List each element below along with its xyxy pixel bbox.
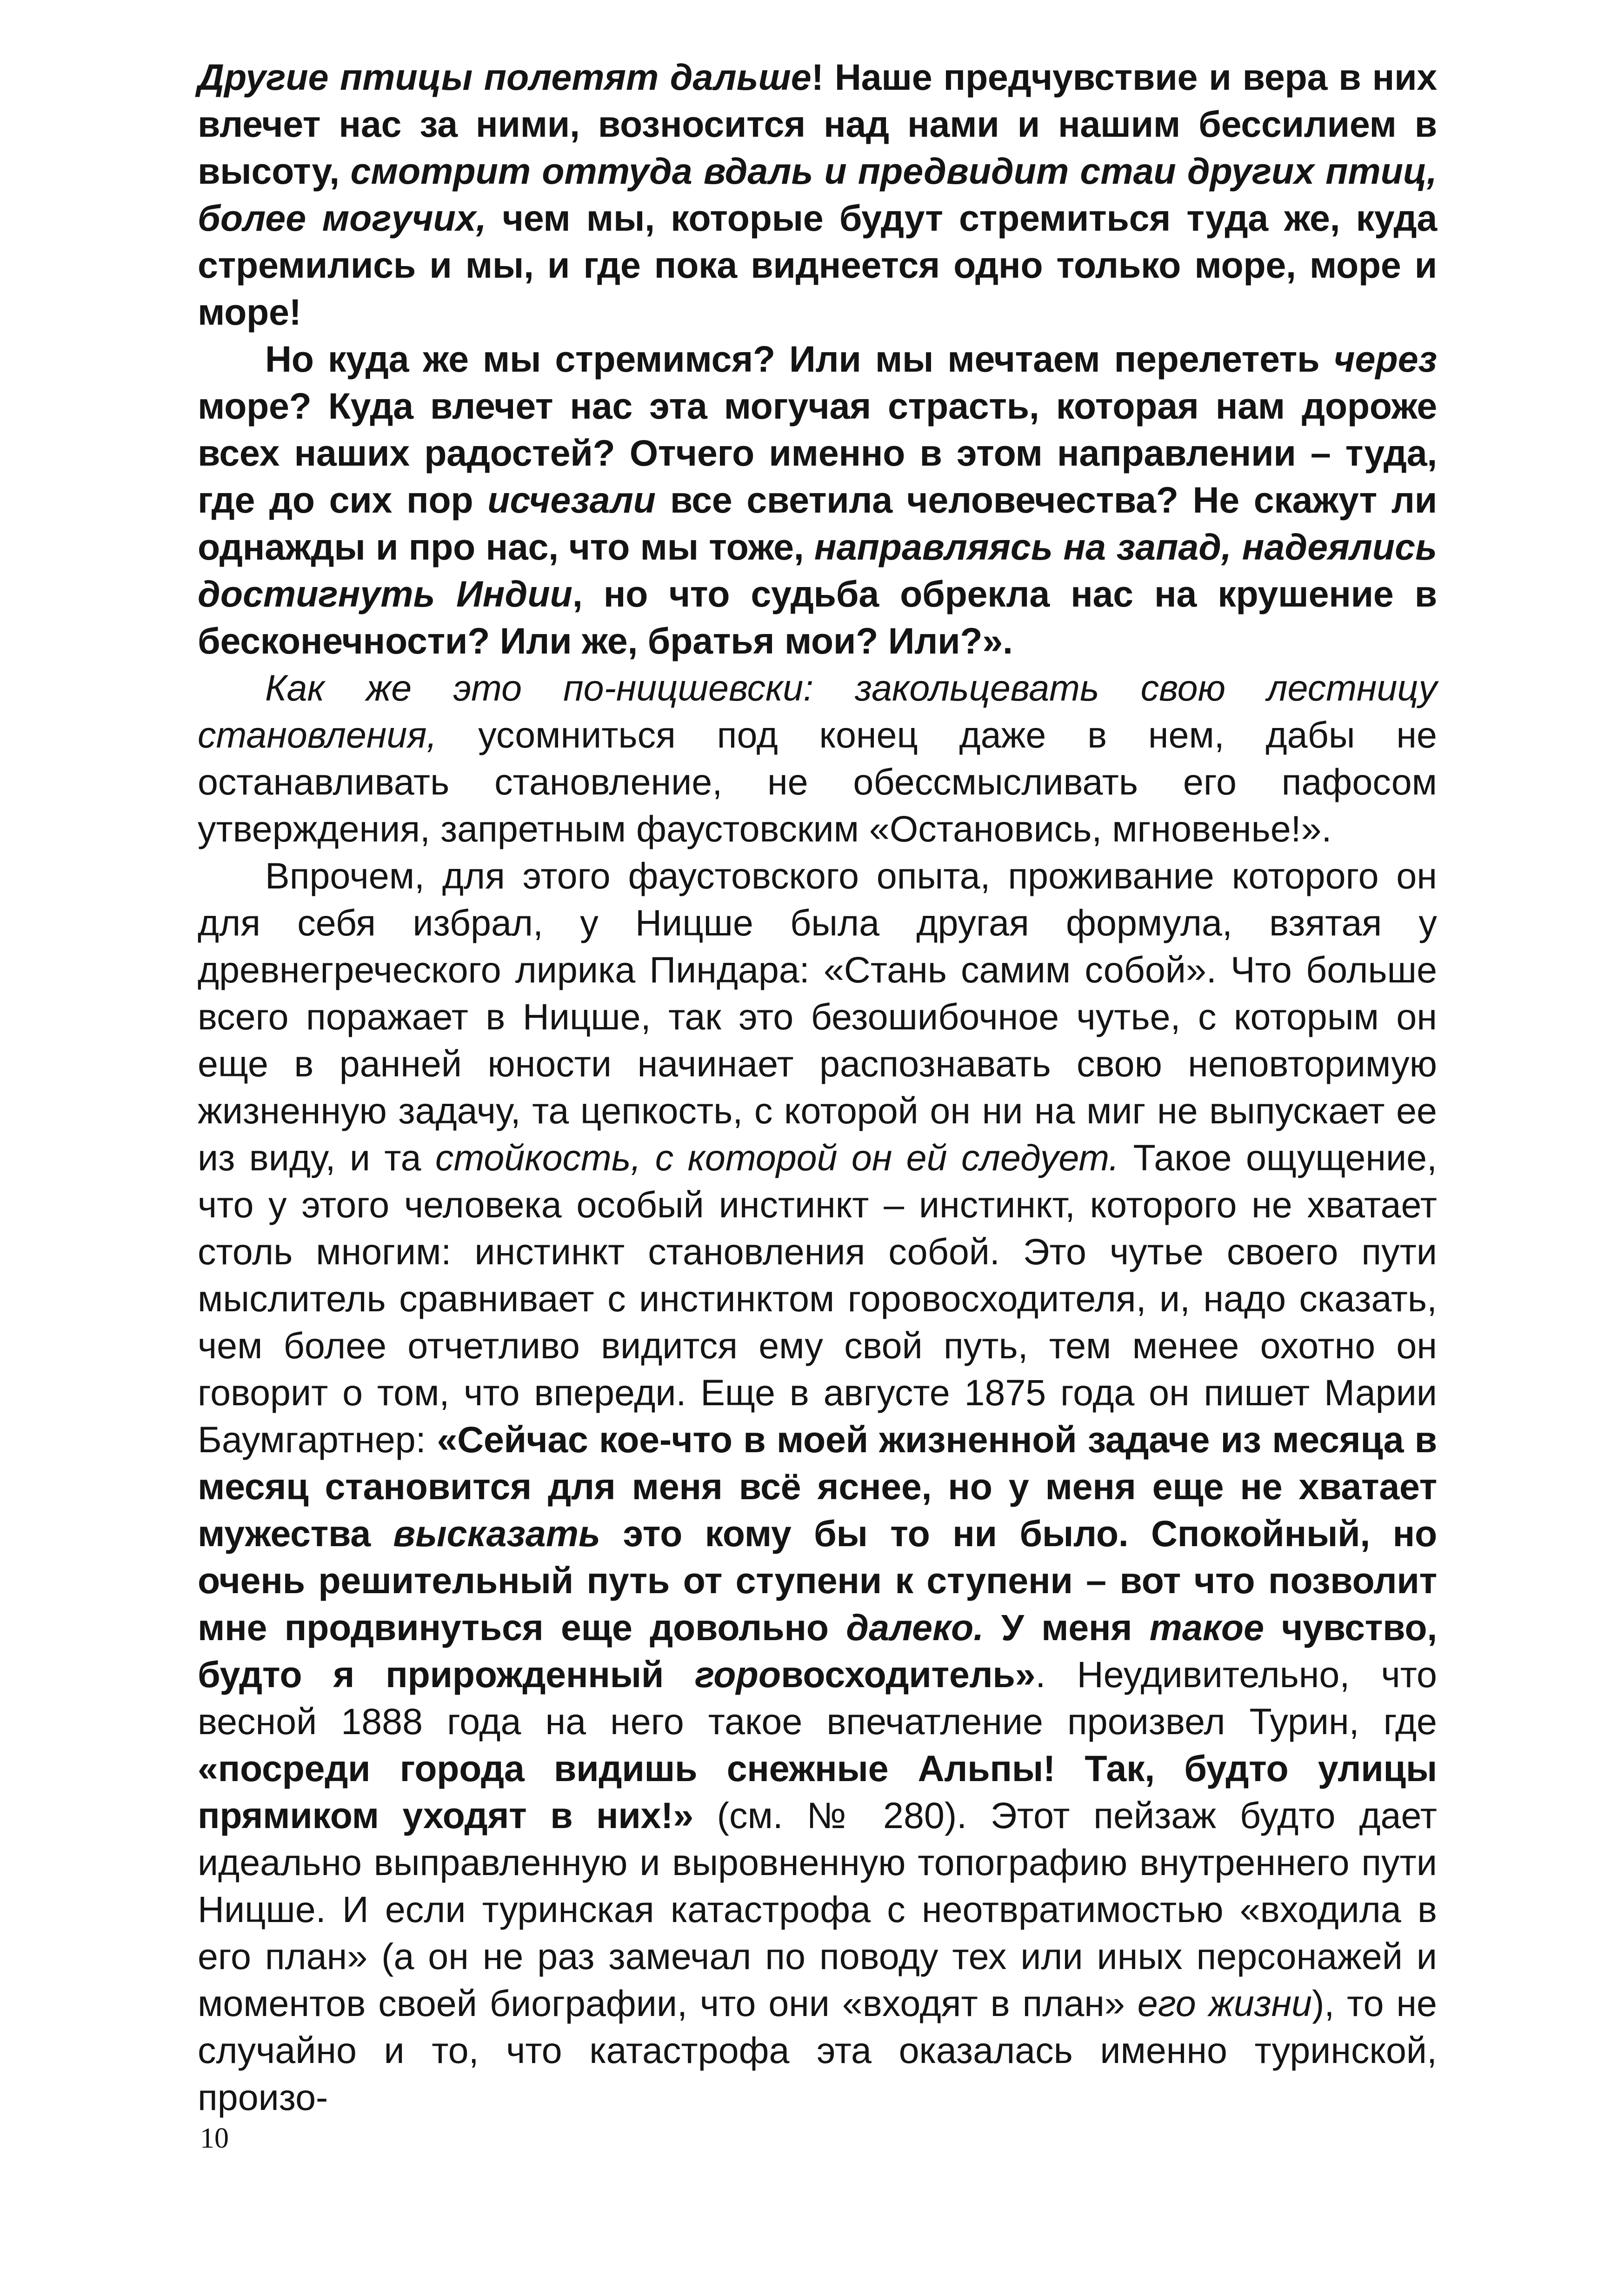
quote-run: горо: [695, 1654, 781, 1695]
page-number: 10: [200, 2123, 229, 2154]
text-run: смотрит оттуда вдаль и предвидит стаи других птиц, более могучих,: [198, 150, 1437, 239]
paragraph-2: [198, 335, 1437, 664]
text-run: направляясь на запад, надеялись достигнуть Индии: [198, 526, 1437, 614]
text-run: Другие птицы полетят дальше: [198, 56, 812, 98]
quote-run: «посреди города видишь снежные Альпы! Так, будто улицы прямиком уходят в них!»: [198, 1748, 1437, 1836]
body-text: [198, 53, 1437, 2121]
text-run: ), то не случайно и то, что катастрофа эта оказалась именно туринской, произо-: [198, 1983, 1437, 2118]
paragraph-3: [198, 664, 1437, 852]
text-run: Как же это по-ницшевски: закольцевать свою лестницу становления,: [198, 667, 1437, 755]
text-run: Впрочем, для этого фаустовского опыта, проживание которого он для себя избрал, у Ницше была другая формула, взятая у древнегреческого лирика Пиндара: «Стань самим собой». Что больше всего поражает в Ницше, так это безошибочное чутье, с которым он еще в ранней юности начинает распознавать свою неповторимую жизненную задачу, та цепкость, с которой он ни на миг не выпускает ее из виду, и та: [198, 855, 1437, 1178]
quote-run: такое: [1149, 1607, 1265, 1648]
quote-run: «Сейчас кое-что в моей жизненной задаче из месяца в месяц становится для меня всё яснее, но у меня еще не хватает мужества: [198, 1419, 1437, 1554]
quote-run: чувство, будто я прирожденный: [198, 1607, 1437, 1695]
paragraph-4: [198, 852, 1437, 2121]
text-run: исчезали: [487, 479, 656, 521]
text-run: (см. № 280). Этот пейзаж будто дает идеально выправленную и выровненную топографию внутреннего пути Ницше. И если туринская катастрофа с неотвратимостью «входила в его план» (а он не раз замечал по поводу тех или иных персонажей и моментов своей биографии, что они «входят в план»: [198, 1795, 1437, 2024]
text-run: море? Куда влечет нас эта могучая страсть, которая нам дороже всех наших радостей? Отчего именно в этом направлении – туда, где до сих пор: [198, 385, 1437, 521]
text-run: ! Наше предчувствие и вера в них влечет нас за ними, возносится над нами и нашим бессилием в высоту,: [198, 56, 1437, 192]
text-run: Такое ощущение, что у этого человека особый инстинкт – инстинкт, которого не хватает столь многим: инстинкт становления собой. Это чутье своего пути мыслитель сравнивает с инстинктом горовосходителя, и, надо сказать, чем более отчетливо видится ему свой путь, тем менее охотно он говорит о том, что впереди. Еще в августе 1875 года он пишет Марии Баумгартнер:: [198, 1137, 1437, 1460]
text-run: усомниться под конец даже в нем, дабы не останавливать становление, не обессмысливать его пафосом утверждения, запретным фаустовским «Остановись, мгновенье!».: [198, 714, 1437, 849]
quote-run: восходитель»: [781, 1654, 1036, 1695]
text-run: . Неудивительно, что весной 1888 года на него такое впечатление произвел Турин, где: [198, 1654, 1437, 1742]
quote-run: это кому бы то ни было. Спокойный, но очень решительный путь от ступени к ступени – вот что позволит мне продвинуться еще довольно: [198, 1513, 1437, 1648]
text-run: его жизни: [1137, 1983, 1312, 2024]
text-run: чем мы, которые будут стремиться туда же, куда стремились и мы, и где пока виднеется одно только море, море и море!: [198, 197, 1437, 333]
quote-run: далеко.: [846, 1607, 984, 1648]
text-run: все светила человечества? Не скажут ли однажды и про нас, что мы тоже,: [198, 479, 1437, 567]
text-run: , но что судьба обрекла нас на крушение в бесконечности? Или же, братья мои? Или?».: [198, 573, 1438, 661]
text-run: Но куда же мы стремимся? Или мы мечтаем перелететь: [265, 338, 1334, 380]
paragraph-1: [198, 53, 1437, 335]
text-run: стойкость, с которой он ей следует.: [435, 1137, 1119, 1178]
quote-run: У меня: [984, 1607, 1150, 1648]
text-run: через: [1333, 338, 1437, 380]
quote-run: высказать: [393, 1513, 600, 1554]
